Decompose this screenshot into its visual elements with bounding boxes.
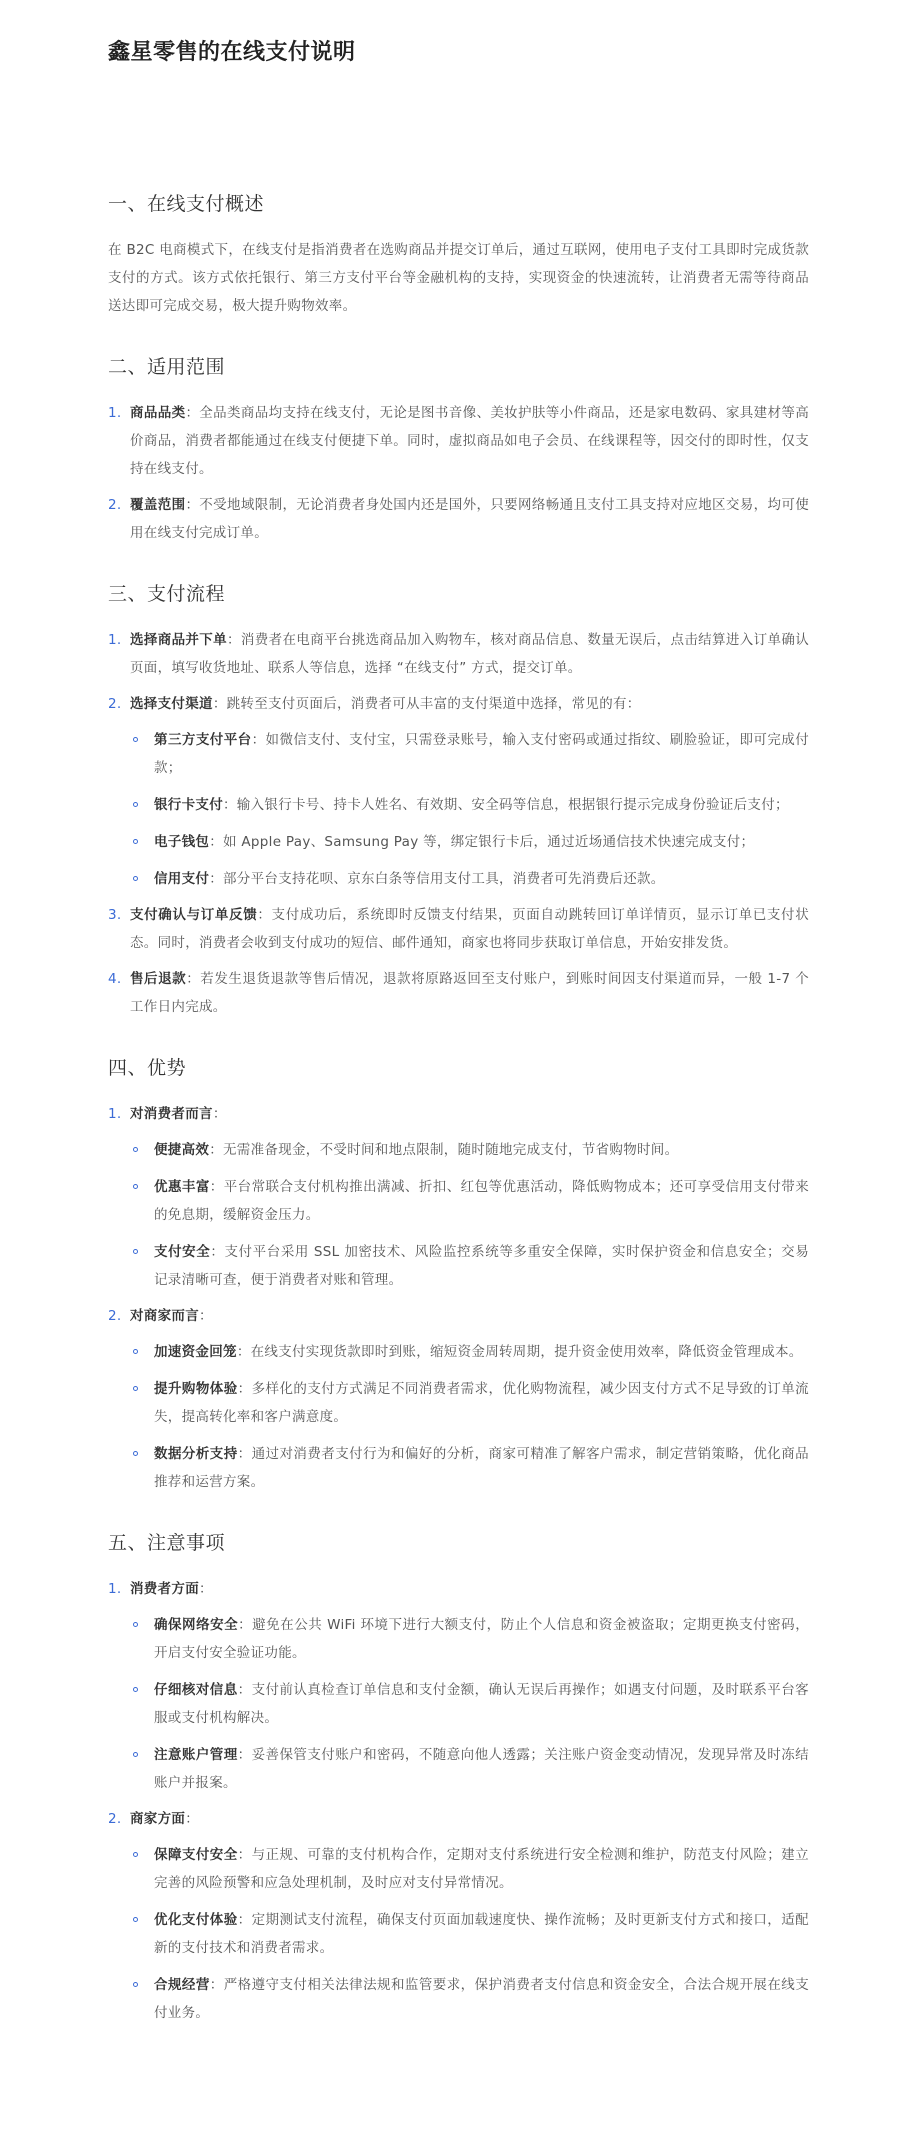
sub-list-item [130,1136,809,1164]
list-item [108,1302,809,1496]
item-term: 便捷高效 [154,1142,210,1158]
item-text: ：如微信支付、支付宝，只需登录账号，输入支付密码或通过指纹、刷脸验证，即可完成付款； [154,732,809,776]
item-term: 确保网络安全 [154,1617,239,1633]
advantages-list [108,1100,809,1496]
list-number: 3. [108,907,122,923]
item-text: ：支付前认真检查订单信息和支付金额，确认无误后再操作；如遇支付问题，及时联系平台客服或支付机构解决。 [154,1682,809,1726]
item-text: ：部分平台支持花呗、京东白条等信用支付工具，消费者可先消费后还款。 [209,871,665,887]
circle-bullet-icon [133,876,138,881]
list-number: 1. [108,1106,122,1122]
item-term: 数据分析支持 [154,1446,238,1462]
sub-list-item [130,791,809,819]
item-term: 商家方面 [130,1811,186,1827]
circle-bullet-icon [133,1622,138,1627]
circle-bullet-icon [133,1917,138,1922]
section-overview [108,190,809,320]
item-term: 信用支付 [154,871,210,887]
list-item [108,1805,809,2027]
list-number: 1. [108,632,122,648]
process-list [108,626,809,1021]
item-term: 对消费者而言 [130,1106,213,1122]
item-text: ：严格遵守支付相关法律法规和监管要求，保护消费者支付信息和资金安全，合法合规开展在线支付业务。 [154,1977,809,2021]
item-term: 优化支付体验 [154,1912,238,1928]
merchant-precautions [130,1841,809,2027]
item-term: 电子钱包 [154,834,210,850]
circle-bullet-icon [133,1349,138,1354]
sub-list-item [130,1440,809,1496]
item-term: 消费者方面 [130,1581,199,1597]
item-term: 仔细核对信息 [154,1682,238,1698]
section-advantages [108,1054,809,1496]
item-text: ： [199,1581,213,1597]
circle-bullet-icon [133,1184,138,1189]
item-term: 覆盖范围 [130,497,186,513]
circle-bullet-icon [133,1249,138,1254]
circle-bullet-icon [133,802,138,807]
consumer-advantages [130,1136,809,1294]
item-term: 支付确认与订单反馈 [130,907,258,923]
item-text: ：多样化的支付方式满足不同消费者需求，优化购物流程，减少因支付方式不足导致的订单流失，提高转化率和客户满意度。 [154,1381,809,1425]
item-text: ：输入银行卡号、持卡人姓名、有效期、安全码等信息，根据银行提示完成身份验证后支付； [223,797,789,813]
section-paragraph: 在 B2C 电商模式下，在线支付是指消费者在选购商品并提交订单后，通过互联网，使用电子支付工具即时完成货款支付的方式。该方式依托银行、第三方支付平台等金融机构的支持，实现资金的快速流转，让消费者无需等待商品送达即可完成交易，极大提升购物效率。 [108,242,809,314]
section-precautions [108,1529,809,2027]
list-number: 2. [108,696,122,712]
item-text: ：在线支付实现货款即时到账，缩短资金周转周期，提升资金使用效率，降低资金管理成本。 [236,1344,803,1360]
list-number: 2. [108,497,122,513]
item-term: 加速资金回笼 [154,1344,237,1360]
circle-bullet-icon [133,1687,138,1692]
sub-list-item [130,865,809,893]
circle-bullet-icon [133,1451,138,1456]
item-text: ： [185,1811,200,1827]
section-heading: 五、注意事项 [108,1532,226,1554]
item-term: 选择支付渠道 [130,696,213,712]
consumer-precautions [130,1611,809,1797]
item-text: ：无需准备现金，不受时间和地点限制，随时随地完成支付，节省购物时间。 [209,1142,679,1158]
item-text: ：通过对消费者支付行为和偏好的分析，商家可精准了解客户需求，制定营销策略，优化商品推荐和运营方案。 [154,1446,809,1490]
list-item [108,690,809,893]
item-term: 商品品类 [130,405,186,421]
circle-bullet-icon [133,1147,138,1152]
item-text: ：支付成功后，系统即时反馈支付结果，页面自动跳转回订单详情页，显示订单已支付状态。同时，消费者会收到支付成功的短信、邮件通知，商家也将同步获取订单信息，开始安排发货。 [130,907,810,951]
list-number: 1. [108,1581,122,1597]
circle-bullet-icon [133,1982,138,1987]
document-title: 鑫星零售的在线支付说明 [108,40,356,65]
sub-list-item [130,1971,809,2027]
circle-bullet-icon [133,1852,138,1857]
item-text: ：不受地域限制，无论消费者身处国内还是国外，只要网络畅通且支付工具支持对应地区交易，均可使用在线支付完成订单。 [130,497,809,541]
item-term: 优惠丰富 [154,1179,210,1195]
item-text: ：全品类商品均支持在线支付，无论是图书音像、美妆护肤等小件商品，还是家电数码、家具建材等高价商品，消费者都能通过在线支付便捷下单。同时，虚拟商品如电子会员、在线课程等，因交付的即时性，仅支持在线支付。 [130,405,809,477]
sub-list-item [130,1741,809,1797]
item-term: 售后退款 [130,971,187,987]
item-text: ： [212,1106,227,1122]
sub-list-item [130,1338,809,1366]
item-term: 对商家而言 [130,1308,199,1324]
sub-list-item [130,1676,809,1732]
item-text: ：若发生退货退款等售后情况，退款将原路返回至支付账户，到账时间因支付渠道而异，一般 1-7 个工作日内完成。 [130,971,810,1015]
sub-list-item [130,828,809,856]
section-heading: 二、适用范围 [108,356,226,378]
item-text: ： [199,1308,213,1324]
sub-list-item [130,1841,809,1897]
sub-list-item [130,1173,809,1229]
item-text: ：定期测试支付流程，确保支付页面加载速度快、操作流畅；及时更新支付方式和接口，适配新的支付技术和消费者需求。 [154,1912,809,1956]
scope-list [108,399,809,547]
list-item [108,965,809,1021]
circle-bullet-icon [133,737,138,742]
item-term: 第三方支付平台 [154,732,252,748]
list-item [108,399,809,483]
list-item [108,901,809,957]
item-text: ：与正规、可靠的支付机构合作，定期对支付系统进行安全检测和维护，防范支付风险；建立完善的风险预警和应急处理机制，及时应对支付异常情况。 [154,1847,809,1891]
item-term: 支付安全 [154,1244,211,1260]
item-text: ：如 Apple Pay、Samsung Pay 等，绑定银行卡后，通过近场通信技术快速完成支付； [209,834,755,850]
section-heading: 四、优势 [108,1057,187,1079]
list-item [108,1100,809,1294]
circle-bullet-icon [133,1386,138,1391]
channel-list [130,726,809,893]
sub-list-item [130,1611,809,1667]
item-term: 银行卡支付 [154,797,223,813]
section-heading: 三、支付流程 [108,583,226,605]
section-heading: 一、在线支付概述 [108,193,265,215]
item-term: 注意账户管理 [154,1747,238,1763]
item-term: 合规经营 [154,1977,210,1993]
list-number: 1. [108,405,122,421]
section-scope [108,353,809,547]
circle-bullet-icon [133,839,138,844]
item-text: ：平台常联合支付机构推出满减、折扣、红包等优惠活动，降低购物成本；还可享受信用支付带来的免息期，缓解资金压力。 [154,1179,809,1223]
sub-list-item [130,1906,809,1962]
list-item [108,626,809,682]
item-term: 提升购物体验 [154,1381,238,1397]
section-payment-process [108,580,809,1021]
item-text: ：跳转至支付页面后，消费者可从丰富的支付渠道中选择，常见的有： [212,696,641,712]
sub-list-item [130,726,809,782]
item-text: ：妥善保管支付账户和密码，不随意向他人透露；关注账户资金变动情况，发现异常及时冻结账户并报案。 [154,1747,809,1791]
item-term: 选择商品并下单 [130,632,228,648]
sub-list-item [130,1238,809,1294]
item-text: ：支付平台采用 SSL 加密技术、风险监控系统等多重安全保障，实时保护资金和信息安全；交易记录清晰可查，便于消费者对账和管理。 [154,1244,810,1288]
list-item [108,491,809,547]
list-item [108,1575,809,1797]
item-text: ：消费者在电商平台挑选商品加入购物车，核对商品信息、数量无误后，点击结算进入订单确认页面，填写收货地址、联系人等信息，选择 “在线支付” 方式，提交订单。 [130,632,809,676]
item-term: 保障支付安全 [154,1847,238,1863]
list-number: 2. [108,1811,122,1827]
list-number: 4. [108,971,122,987]
sub-list-item [130,1375,809,1431]
item-text: ：避免在公共 WiFi 环境下进行大额支付，防止个人信息和资金被盗取；定期更换支付密码，开启支付安全验证功能。 [154,1617,809,1661]
merchant-advantages [130,1338,809,1496]
precautions-list [108,1575,809,2027]
list-number: 2. [108,1308,122,1324]
circle-bullet-icon [133,1752,138,1757]
